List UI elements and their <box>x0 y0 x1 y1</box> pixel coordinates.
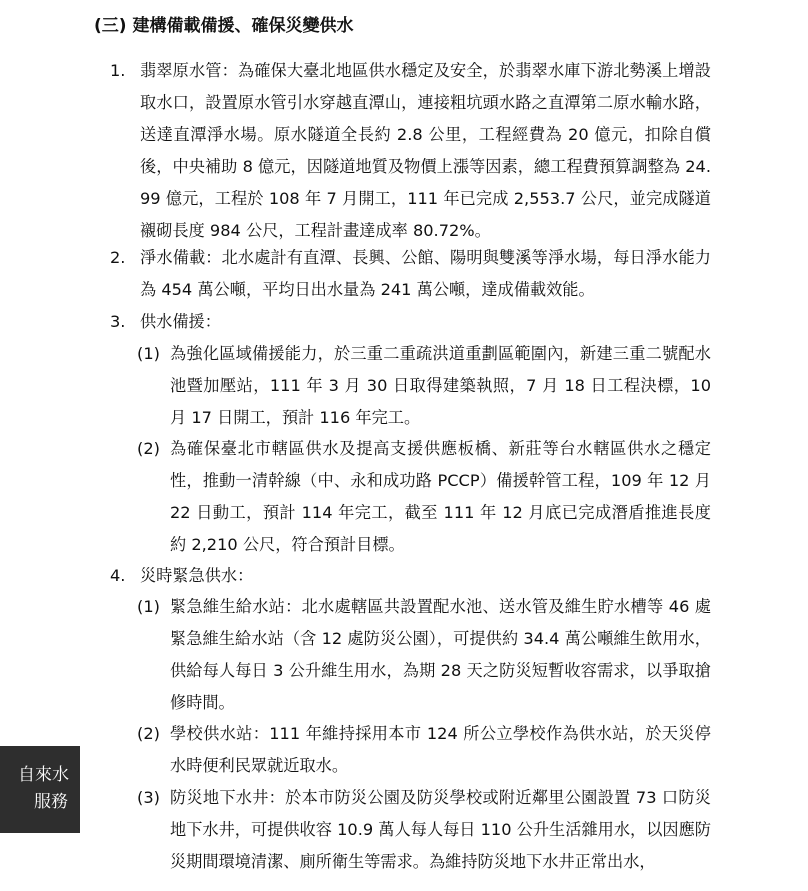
sub-item-number: (2) <box>137 724 160 743</box>
item-number: 2. <box>110 248 126 267</box>
sub-item-text: 學校供水站：111 年維持採用本市 124 所公立學校作為供水站，於天災停水時便利民眾就近取水。 <box>170 724 711 775</box>
item-text: 淨水備載：北水處計有直潭、長興、公館、陽明與雙溪等淨水場，每日淨水能力為 454 萬公噸，平均日出水量為 241 萬公噸，達成備載效能。 <box>140 248 711 299</box>
item-number: 4. <box>110 566 126 585</box>
sub-item-text: 為確保臺北市轄區供水及提高支援供應板橋、新莊等台水轄區供水之穩定性，推動一清幹線（中、永和成功路 PCCP）備援幹管工程，109 年 12 月 22 日動工，預計 114 年完工，截至 111 年 12 月底已完成潛盾推進長度約 2,210 公尺，符合預計目標。 <box>170 439 711 554</box>
sub-item-text: 防災地下水井：於本市防災公園及防災學校或附近鄰里公園設置 73 口防災地下水井，可提供收容 10.9 萬人每人每日 110 公升生活雜用水，以因應防災期間環境清潔、廁所衛生等需求。為維持防災地下水井正常出水， <box>170 788 711 871</box>
sub-item-number: (1) <box>137 344 160 363</box>
chapter-side-tab <box>0 746 80 833</box>
item-number: 3. <box>110 312 126 331</box>
sub-item-number: (2) <box>137 439 160 458</box>
item-text: 災時緊急供水： <box>140 566 254 585</box>
sub-item-text: 為強化區域備援能力，於三重二重疏洪道重劃區範圍內，新建三重二號配水池暨加壓站，111 年 3 月 30 日取得建築執照，7 月 18 日工程決標，10 月 17 日開工，預計 116 年完工。 <box>170 344 711 427</box>
side-tab-line-2: 服務 <box>34 792 68 812</box>
item-number: 1. <box>110 61 126 80</box>
item-text: 翡翠原水管：為確保大臺北地區供水穩定及安全，於翡翠水庫下游北勢溪上增設取水口，設置原水管引水穿越直潭山，連接粗坑頭水路之直潭第二原水輸水路，送達直潭淨水場。原水隧道全長約 2.8 公里，工程經費為 20 億元，扣除自償後，中央補助 8 億元，因隧道地質及物價上漲等因素，總工程費預算調整為 24.99 億元，工程於 108 年 7 月開工，111 年已完成 2,553.7 公尺，並完成隧道襯砌長度 984 公尺，工程計畫達成率 80.72%。 <box>140 61 711 240</box>
sub-item-text: 緊急維生給水站：北水處轄區共設置配水池、送水管及維生貯水槽等 46 處緊急維生給水站（含 12 處防災公園），可提供約 34.4 萬公噸維生飲用水，供給每人每日 3 公升維生用水，為期 28 天之防災短暫收容需求，以爭取搶修時間。 <box>170 597 711 712</box>
item-text: 供水備援： <box>140 312 221 331</box>
sub-item-number: (3) <box>137 788 160 807</box>
section-heading: (三) 建構備載備援、確保災變供水 <box>94 16 354 36</box>
sub-item-number: (1) <box>137 597 160 616</box>
side-tab-line-1: 自來水 <box>18 765 69 785</box>
